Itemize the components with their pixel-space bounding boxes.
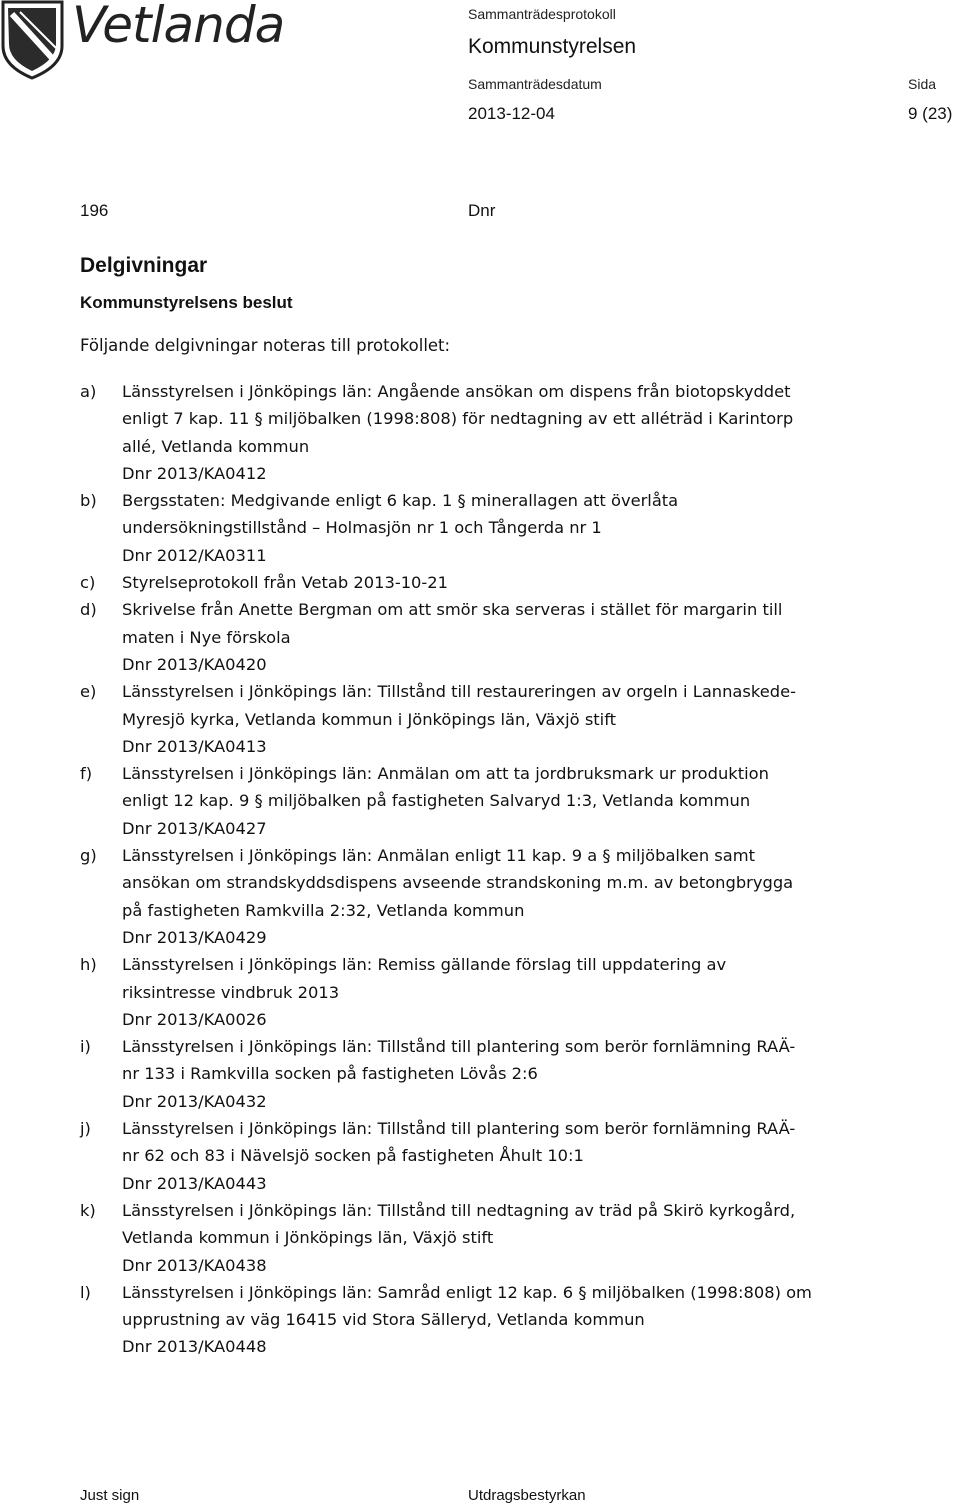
list-item-letter: a): [80, 382, 97, 401]
list-item: [80, 842, 870, 951]
list-item-line: Skrivelse från Anette Bergman om att smör ska serveras i stället för margarin till: [122, 600, 783, 620]
list-item: [80, 378, 870, 487]
decision-heading: Kommunstyrelsens beslut: [80, 293, 293, 312]
sign-label: Just sign: [80, 1487, 140, 1504]
page-number: 9 (23): [908, 104, 953, 123]
list-item: [80, 569, 870, 596]
list-item-letter: i): [80, 1037, 91, 1057]
list-item-letter: c): [80, 573, 96, 593]
doc-type-label: Sammanträdesprotokoll: [468, 6, 616, 22]
list-item-line: Dnr 2013/KA0412: [122, 463, 267, 483]
extract-label: Utdragsbestyrkan: [468, 1487, 586, 1504]
list-item-line: Dnr 2013/KA0026: [122, 1009, 267, 1029]
case-dnr-label: Dnr: [468, 201, 496, 220]
decision-intro: Följande delgivningar noteras till protokollet:: [80, 336, 451, 355]
list-item: [80, 1033, 870, 1115]
list-item-line: Dnr 2013/KA0443: [122, 1173, 267, 1193]
list-item-line: nr 133 i Ramkvilla socken på fastigheten Lövås 2:6: [122, 1064, 538, 1084]
list-item-line: Dnr 2013/KA0448: [122, 1337, 267, 1357]
notice-list: [80, 378, 870, 1361]
list-item-line: riksintresse vindbruk 2013: [122, 982, 340, 1002]
list-item-line: allé, Vetlanda kommun: [122, 436, 310, 456]
logo-wordmark: Vetlanda: [72, 0, 285, 54]
case-title: Delgivningar: [80, 254, 208, 277]
list-item-line: Länsstyrelsen i Jönköpings län: Tillstånd till restaureringen av orgeln i Lannaskede-: [122, 682, 796, 702]
list-item-line: Dnr 2012/KA0311: [122, 545, 267, 565]
list-item-line: Länsstyrelsen i Jönköpings län: Tillstånd till nedtagning av träd på Skirö kyrkogård,: [122, 1200, 796, 1220]
list-item-letter: k): [80, 1200, 96, 1220]
list-item: [80, 1115, 870, 1197]
list-item: [80, 951, 870, 1033]
page-label: Sida: [908, 76, 937, 92]
list-item-line: Länsstyrelsen i Jönköpings län: Angående ansökan om dispens från biotopskyddet: [122, 382, 791, 401]
list-item-line: Länsstyrelsen i Jönköpings län: Samråd enligt 12 kap. 6 § miljöbalken (1998:808) om: [122, 1282, 812, 1302]
list-item-line: Bergsstaten: Medgivande enligt 6 kap. 1 § minerallagen att överlåta: [122, 491, 679, 511]
list-item-line: undersökningstillstånd – Holmasjön nr 1 och Tångerda nr 1: [122, 518, 602, 538]
list-item-line: ansökan om strandskyddsdispens avseende strandskoning m.m. av betongbrygga: [122, 873, 794, 893]
list-item-line: upprustning av väg 16415 vid Stora Sälleryd, Vetlanda kommun: [122, 1310, 645, 1330]
list-item-letter: h): [80, 955, 97, 975]
list-item-line: nr 62 och 83 i Nävelsjö socken på fastigheten Åhult 10:1: [122, 1146, 584, 1166]
body-name: Kommunstyrelsen: [468, 35, 637, 58]
list-item-line: Styrelseprotokoll från Vetab 2013-10-21: [122, 573, 449, 593]
list-item-line: Dnr 2013/KA0413: [122, 736, 267, 756]
list-item-line: på fastigheten Ramkvilla 2:32, Vetlanda kommun: [122, 900, 525, 920]
list-item-line: Dnr 2013/KA0427: [122, 818, 267, 838]
list-item: [80, 678, 870, 760]
list-item-line: Dnr 2013/KA0429: [122, 927, 267, 947]
list-item-line: Vetlanda kommun i Jönköpings län, Växjö stift: [122, 1228, 494, 1248]
list-item: [80, 1197, 870, 1279]
list-item-letter: e): [80, 682, 97, 702]
list-item-line: Dnr 2013/KA0438: [122, 1255, 267, 1275]
list-item-line: Dnr 2013/KA0432: [122, 1091, 267, 1111]
coat-of-arms-icon: [0, 0, 70, 80]
list-item-line: Länsstyrelsen i Jönköpings län: Tillstånd till plantering som berör fornlämning RAÄ-: [122, 1119, 796, 1139]
list-item-letter: f): [80, 764, 93, 784]
list-item-line: Länsstyrelsen i Jönköpings län: Anmälan om att ta jordbruksmark ur produktion: [122, 764, 769, 784]
date-label: Sammanträdesdatum: [468, 76, 602, 92]
list-item-letter: g): [80, 846, 97, 866]
list-item-letter: b): [80, 491, 97, 511]
list-item: [80, 760, 870, 842]
list-item-line: Länsstyrelsen i Jönköpings län: Anmälan enligt 11 kap. 9 a § miljöbalken samt: [122, 846, 756, 866]
list-item-line: Myresjö kyrka, Vetlanda kommun i Jönköpings län, Växjö stift: [122, 709, 617, 729]
list-item: [80, 487, 870, 569]
meeting-date: 2013-12-04: [468, 104, 555, 123]
list-item-line: enligt 7 kap. 11 § miljöbalken (1998:808) för nedtagning av ett alléträd i Karintorp: [122, 409, 794, 429]
list-item-line: enligt 12 kap. 9 § miljöbalken på fastigheten Salvaryd 1:3, Vetlanda kommun: [122, 791, 751, 811]
vetlanda-logo: [0, 0, 290, 80]
list-item-letter: j): [80, 1119, 91, 1139]
list-item-line: Länsstyrelsen i Jönköpings län: Tillstånd till plantering som berör fornlämning RAÄ-: [122, 1037, 796, 1057]
list-item-line: Dnr 2013/KA0420: [122, 654, 267, 674]
list-item: [80, 596, 870, 678]
list-item: [80, 1279, 870, 1361]
list-item-line: maten i Nye förskola: [122, 627, 291, 647]
list-item-letter: l): [80, 1282, 91, 1302]
list-item-letter: d): [80, 600, 97, 620]
case-number: 196: [80, 201, 109, 220]
list-item-line: Länsstyrelsen i Jönköpings län: Remiss gällande förslag till uppdatering av: [122, 955, 727, 975]
